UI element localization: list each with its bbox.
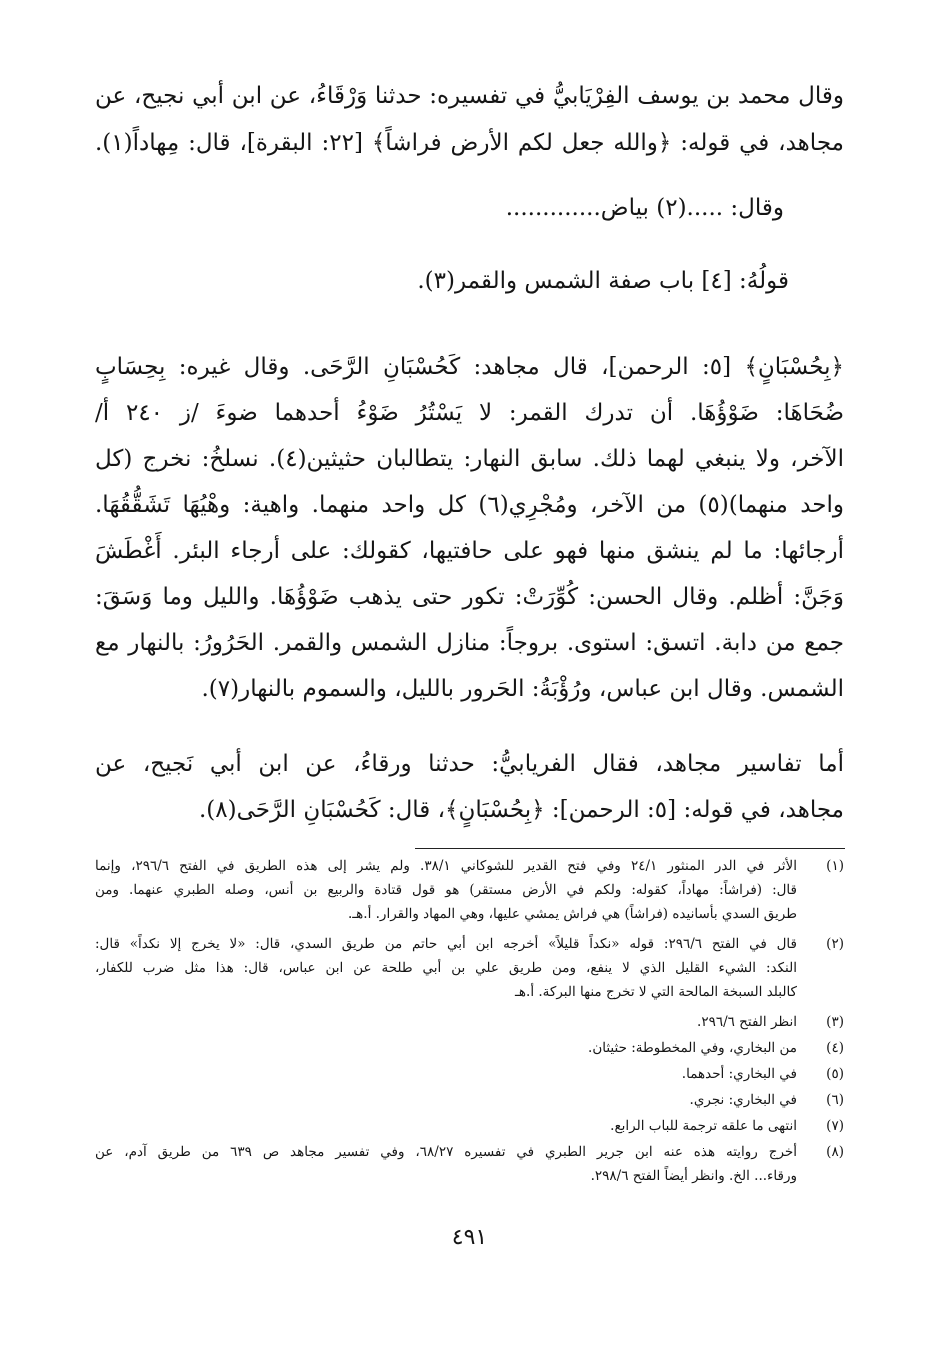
footnote-8-line-2: ورقاء... الخ. وانظر أيضاً الفتح ٢٩٨/٦. bbox=[590, 1168, 797, 1184]
footnote-7-line-1: انتهى ما علقه ترجمة للباب الرابع. bbox=[610, 1118, 797, 1134]
footnote-6-line-1: في البخاري: نجري. bbox=[689, 1092, 797, 1108]
body-line-5: ﴿بِحُسْبَانٍ﴾ [٥: الرحمن]، قال مجاهد: كَحُسْبَانِ الرَّحَى. وقال غيره: بِحِسَابٍ bbox=[95, 354, 844, 380]
footnote-number-6: (٦) bbox=[826, 1092, 844, 1108]
footnote-1-line-3: طريق السدي بأسانيده (فراشاً) هي فراش يمشي عليها، وهي المهاد والقرار. أ.هـ. bbox=[347, 906, 797, 922]
body-line-14: مجاهد، في قوله: [٥: الرحمن]: ﴿بِحُسْبَانٍ﴾، قال: كَحُسْبَانِ الرَّحَى(٨). bbox=[198, 797, 844, 823]
footnote-number-7: (٧) bbox=[826, 1118, 844, 1134]
footnote-number-5: (٥) bbox=[826, 1066, 844, 1082]
page-number: ٤٩١ bbox=[451, 1225, 488, 1250]
footnote-number-1: (١) bbox=[826, 858, 844, 874]
footnote-2-line-3: كالبلد السبخة المالحة التي لا تخرج منها البركة. أ.هـ bbox=[514, 984, 797, 1000]
footnote-1-line-2: قال: (فراشاً: مهاداً، كقوله: ولكم في الأرض مستقر) هو قول قتادة والربيع بن أنس، وصله الطبري عنهما. ومن bbox=[95, 882, 797, 898]
body-line-13: أما تفاسير مجاهد، فقال الفريابيُّ: حدثنا ورقاءُ، عن ابن أبي نَجيح، عن bbox=[95, 751, 844, 777]
body-line-12: الشمس. وقال ابن عباس، ورُؤْبَةُ: الحَرور بالليل، والسموم بالنهار(٧). bbox=[201, 676, 844, 702]
body-line-2: مجاهد، في قوله: ﴿والله جعل لكم الأرض فراشاً﴾ [٢٢: البقرة]، قال: مِهاداً(١). bbox=[95, 130, 844, 156]
footnote-number-2: (٢) bbox=[826, 936, 844, 952]
footnote-1-line-1: الأثر في الدر المنثور ٢٤/١ وفي فتح القدير للشوكاني ٣٨/١. ولم يشر إلى هذه الطريق في الفتح ٢٩٦/٦، وإنما bbox=[95, 858, 798, 874]
footnote-2-line-1: قال في الفتح ٢٩٦/٦: قوله «نكداً قليلاً» أخرجه ابن أبي حاتم من طريق السدي، قال: «لا يخرج إلا نكداً» قال: bbox=[95, 936, 797, 952]
body-line-3: وقال: .....(٢) بياض............. bbox=[505, 195, 784, 221]
footnote-number-4: (٤) bbox=[826, 1040, 844, 1056]
footnote-number-3: (٣) bbox=[826, 1014, 844, 1030]
footnote-number-8: (٨) bbox=[826, 1144, 844, 1160]
body-line-8: واحد منهما)(٥) من الآخر، ومُجْرِي(٦) كل واحد منهما. واهية: وهْيُهَا تَشَقُّقُهَا. bbox=[95, 492, 845, 518]
footnote-5-line-1: في البخاري: أحدهما. bbox=[681, 1066, 797, 1082]
footnote-4-line-1: من البخاري، وفي المخطوطة: حثيثان. bbox=[588, 1040, 797, 1056]
footnote-8-line-1: أخرج روايته هذه عنه ابن جرير الطبري في تفسيره ٦٨/٢٧، وفي تفسير مجاهد ص ٦٣٩ من طريق آدم، عن bbox=[95, 1144, 797, 1160]
body-line-6: ضُحَاهَا: ضَوْؤُهَا. أن تدرك القمر: لا يَسْتُرُ ضَوْءُ أحدهما ضوءَ /ز ٢٤٠ أ/ bbox=[95, 400, 844, 426]
body-line-9: أرجائها: ما لم ينشق منها فهو على حافتيها، كقولك: على أرجاء البئر. أَغْطَشَ bbox=[95, 538, 844, 564]
body-line-1: وقال محمد بن يوسف الفِرْيَابيُّ في تفسيره: حدثنا وَرْقَاءُ، عن ابن أبي نجيح، عن bbox=[95, 83, 844, 109]
footnote-separator bbox=[415, 848, 845, 849]
section-heading: قولُهُ: [٤] باب صفة الشمس والقمر(٣). bbox=[417, 268, 789, 294]
body-line-7: الآخر، ولا ينبغي لهما ذلك. سابق النهار: يتطالبان حثيثين(٤). نسلخُ: نخرج (كل bbox=[95, 446, 844, 472]
body-line-11: جمع من دابة. اتسق: استوى. بروجاً: منازل الشمس والقمر. الحَرُورُ: بالنهار مع bbox=[95, 630, 845, 656]
footnote-3-line-1: انظر الفتح ٢٩٦/٦. bbox=[697, 1014, 797, 1030]
footnote-2-line-2: النكد: الشيء القليل الذي لا ينفع، ومن طريق علي بن أبي طلحة عن ابن عباس، قال: هذا مثل ضرب للكفار، bbox=[95, 960, 797, 976]
body-line-10: وَجَنَّ: أظلم. وقال الحسن: كُوِّرَتْ: تكور حتى يذهب ضَوْؤُهَا. والليل وما وَسَقَ: bbox=[95, 584, 844, 610]
